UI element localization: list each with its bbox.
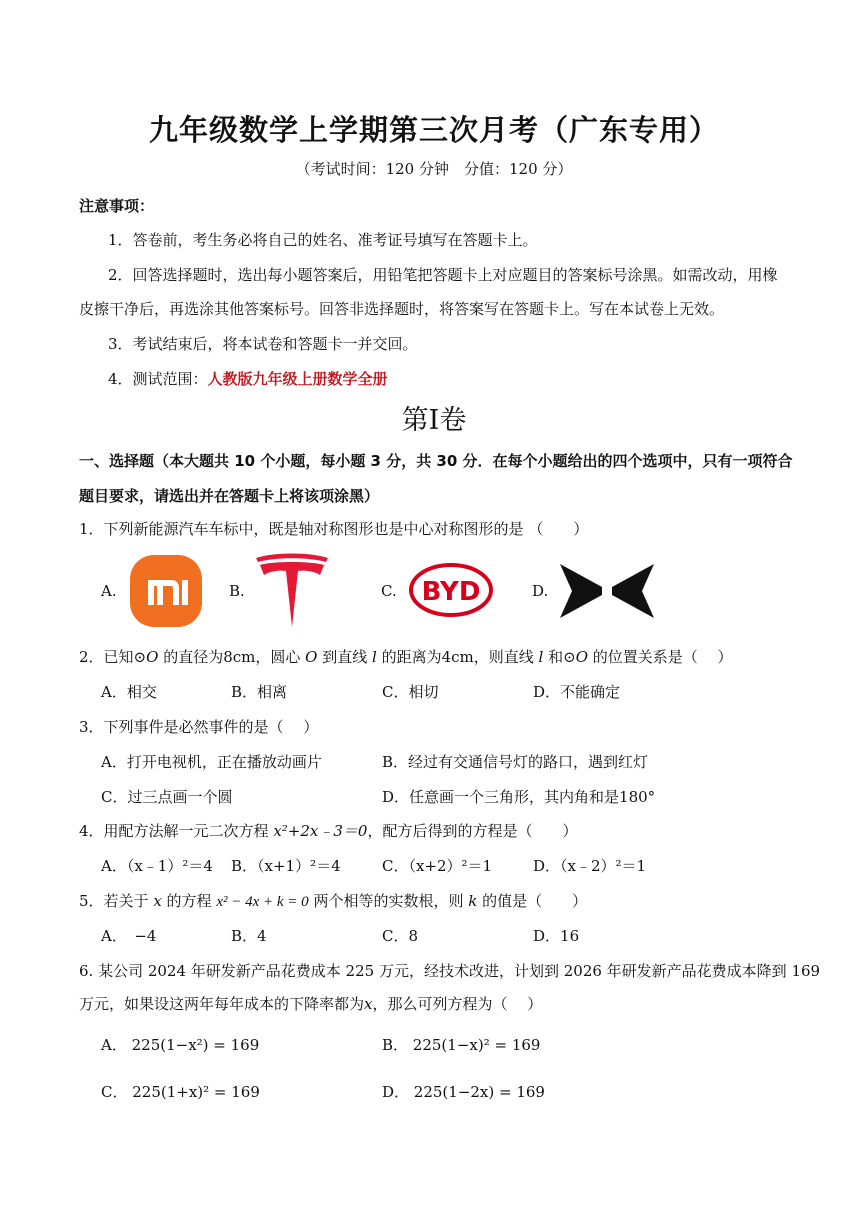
q2-option-d: D．不能确定 bbox=[533, 683, 621, 701]
exam-info: （考试时间：120 分钟 分值：120 分） bbox=[295, 160, 573, 178]
q5-var-k: k bbox=[468, 892, 478, 910]
q2-var-o: O bbox=[575, 648, 589, 666]
q5-option-a: A． −4 bbox=[101, 927, 157, 945]
notice-item-3: 3．考试结束后，将本试卷和答题卡一并交回。 bbox=[108, 335, 418, 353]
q3-option-d: D．任意画一个三角形，其内角和是180° bbox=[382, 788, 656, 806]
q6-stem-line-2 bbox=[79, 993, 542, 1014]
volume-heading: 第Ⅰ卷 bbox=[401, 405, 467, 436]
notice-heading: 注意事项： bbox=[79, 197, 155, 215]
section-heading-line-1: 一、选择题（本大题共 10 个小题，每小题 3 分，共 30 分．在每个小题给出的四个选项中，只有一项符合 bbox=[79, 452, 793, 470]
byd-logo bbox=[408, 562, 494, 618]
q4-option-d: D．（x﹣2）²＝1 bbox=[533, 857, 647, 875]
q6-option-c: C． 225(1+x)² = 169 bbox=[101, 1083, 260, 1101]
q5-stem bbox=[79, 890, 587, 911]
q4-equation: x²+2x﹣3＝0 bbox=[273, 822, 368, 840]
q1-option-b-label: B. bbox=[229, 582, 245, 600]
svg-text:BYD: BYD bbox=[421, 577, 481, 607]
q2-var-o: O bbox=[146, 648, 159, 666]
q2-text: 到直线 bbox=[317, 648, 373, 666]
notice-item-2-line-1: 2．回答选择题时，选出每小题答案后，用铅笔把答题卡上对应题目的答案标号涂黑。如需改动，用橡 bbox=[108, 266, 778, 284]
q2-var-l: l bbox=[538, 648, 544, 666]
q2-text: 2．已知⊙ bbox=[79, 648, 147, 666]
section-heading-line-2: 题目要求，请选出并在答题卡上将该项涂黑） bbox=[79, 487, 380, 505]
xiaomi-logo bbox=[130, 555, 202, 627]
q6-text: ，那么可列方程为（ ） bbox=[372, 995, 543, 1013]
q4-text: 4．用配方法解一元二次方程 bbox=[79, 822, 274, 840]
q2-text: 的直径为8cm，圆心 bbox=[158, 648, 306, 666]
q3-stem: 3．下列事件是必然事件的是（ ） bbox=[79, 718, 319, 736]
q2-text: 的距离为4cm，则直线 bbox=[376, 648, 539, 666]
q6-option-a: A． 225(1−x²) = 169 bbox=[101, 1036, 260, 1054]
q2-var-o: O bbox=[305, 648, 318, 666]
q6-option-d: D． 225(1−2x) = 169 bbox=[382, 1083, 545, 1101]
q5-option-b: B．4 bbox=[231, 927, 267, 945]
notice-item-4 bbox=[108, 368, 388, 389]
q3-option-a: A．打开电视机，正在播放动画片 bbox=[101, 753, 322, 771]
q4-option-c: C．（x+2）²＝1 bbox=[382, 857, 493, 875]
q2-text: 的位置关系是（ ） bbox=[588, 648, 733, 666]
q5-option-d: D．16 bbox=[533, 927, 580, 945]
q5-text: 的方程 bbox=[161, 892, 217, 910]
q2-option-a: A．相交 bbox=[101, 683, 157, 701]
page-title: 九年级数学上学期第三次月考（广东专用） bbox=[148, 113, 719, 147]
q3-option-b: B．经过有交通信号灯的路口，遇到红灯 bbox=[382, 753, 649, 771]
notice-item-4-label: 4．测试范围： bbox=[108, 370, 208, 388]
q6-stem-line-1: 6. 某公司 2024 年研发新产品花费成本 225 万元，经技术改进，计划到 2026 年研发新产品花费成本降到 169 bbox=[79, 962, 821, 980]
q2-var-l: l bbox=[372, 648, 377, 666]
q2-text: 和⊙ bbox=[543, 648, 576, 666]
q3-option-c: C．过三点画一个圆 bbox=[101, 788, 233, 806]
q1-stem: 1．下列新能源汽车车标中，既是轴对称图形也是中心对称图形的是 （ ） bbox=[79, 520, 589, 538]
test-range: 人教版九年级上册数学全册 bbox=[207, 370, 388, 388]
q5-text: 5．若关于 bbox=[79, 892, 154, 910]
q5-text: 的值是（ ） bbox=[477, 892, 588, 910]
q1-option-a-label: A. bbox=[101, 582, 117, 600]
q4-stem bbox=[79, 820, 577, 841]
q5-equation: x² − 4x + k = 0 bbox=[216, 894, 309, 910]
q2-option-c: C．相切 bbox=[382, 683, 439, 701]
q5-option-c: C．8 bbox=[382, 927, 419, 945]
q6-text: 万元，如果设这两年每年成本的下降率都为 bbox=[79, 995, 365, 1013]
q5-text: 两个相等的实数根，则 bbox=[308, 892, 469, 910]
q4-text: ，配方后得到的方程是（ ） bbox=[367, 822, 578, 840]
xpeng-logo bbox=[558, 562, 656, 620]
q5-var-x: x bbox=[153, 892, 162, 910]
q6-var-x: x bbox=[364, 995, 373, 1013]
q6-option-b: B． 225(1−x)² = 169 bbox=[382, 1036, 541, 1054]
q4-option-a: A．（x﹣1）²＝4 bbox=[101, 857, 213, 875]
notice-item-2-line-2: 皮擦干净后，再选涂其他答案标号。回答非选择题时，将答案写在答题卡上。写在本试卷上无效。 bbox=[79, 300, 725, 318]
notice-item-1: 1．答卷前，考生务必将自己的姓名、准考证号填写在答题卡上。 bbox=[108, 231, 538, 249]
q1-option-c-label: C. bbox=[381, 582, 397, 600]
q2-option-b: B．相离 bbox=[231, 683, 288, 701]
q4-option-b: B．（x+1）²＝4 bbox=[231, 857, 341, 875]
q2-stem bbox=[79, 646, 733, 667]
q1-option-d-label: D. bbox=[532, 582, 549, 600]
tesla-logo bbox=[254, 553, 330, 629]
